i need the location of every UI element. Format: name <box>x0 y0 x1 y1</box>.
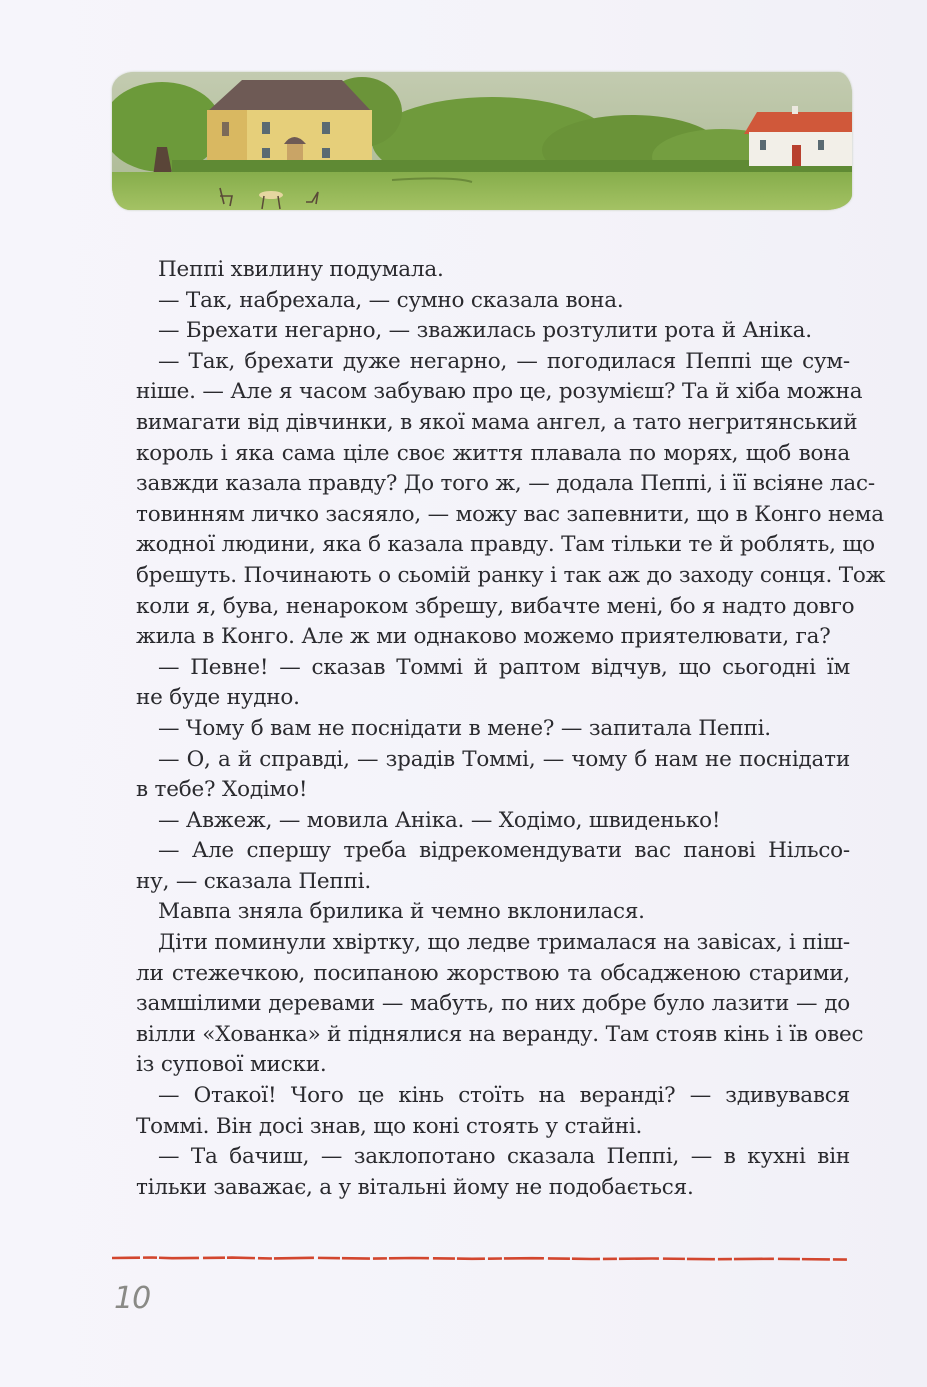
text-line: — Так, брехати дуже негарно, — погодилася Пеппі ще сум- <box>158 348 850 374</box>
text-line: — Брехати негарно, — зважилась розтулити рота й Аніка. <box>158 318 812 344</box>
text-line: завжди казала правду? До того ж, — додала Пеппі, і її всіяне лас- <box>136 471 875 497</box>
illustration-image <box>112 72 852 210</box>
text-line: Діти поминули хвіртку, що ледве трималася на завісах, і піш- <box>158 930 850 956</box>
text-line: жодної людини, яка б казала правду. Там тільки те й роблять, що <box>136 532 875 558</box>
text-line: — Чому б вам не поснідати в мене? — запитала Пеппі. <box>158 715 771 741</box>
text-line: Пеппі хвилину подумала. <box>158 257 444 282</box>
text-line: Томмі. Він досі знав, що коні стоять у стайні. <box>136 1113 643 1139</box>
text-line: коли я, бува, ненароком збрешу, вибачте мені, бо я надто довго <box>136 593 855 619</box>
text-line: король і яка сама ціле своє життя плавала по морях, щоб вона <box>136 440 850 466</box>
text-line: Мавпа зняла брилика й чемно вклонилася. <box>158 899 645 925</box>
text-line: — Певне! — сказав Томмі й раптом відчув, що сьогодні їм <box>158 654 850 680</box>
text-line: ли стежечкою, посипаною жорствою та обсадженою старими, <box>136 960 850 986</box>
text-line: — Отакої! Чого це кінь стоїть на веранді? — здивувався <box>158 1083 850 1109</box>
text-line: вілли «Хованка» й піднялися на веранду. Там стояв кінь і їв овес <box>136 1021 864 1047</box>
body-text <box>136 255 886 1203</box>
text-line: в тебе? Ходімо! <box>136 777 308 803</box>
text-line: тільки заважає, а у вітальні йому не подобається. <box>136 1174 694 1200</box>
text-line: ну, — сказала Пеппі. <box>136 868 371 894</box>
text-line: — Авжеж, — мовила Аніка. — Ходімо, швиденько! <box>158 807 721 833</box>
text-line: товинням личко засяяло, — можу вас запевнити, що в Конго нема <box>136 501 884 527</box>
text-line: брешуть. Починають о сьомій ранку і так аж до заходу сонця. Тож <box>136 562 886 588</box>
text-line: — Та бачиш, — заклопотано сказала Пеппі, — в кухні він <box>158 1144 850 1170</box>
text-line: не буде нудно. <box>136 685 300 711</box>
text-line: жила в Конго. Але ж ми однаково можемо приятелювати, га? <box>136 624 831 650</box>
page-number: 10 <box>114 1281 151 1316</box>
landscape-illustration <box>112 72 852 210</box>
text-line: — Так, набрехала, — сумно сказала вона. <box>158 287 624 313</box>
decorative-rule <box>112 1254 847 1262</box>
text-line: — Але спершу треба відрекомендувати вас панові Нільсо- <box>158 838 850 864</box>
text-line: із супової миски. <box>136 1052 327 1078</box>
text-line: ніше. — Але я часом забуваю про це, розумієш? Та й хіба можна <box>136 379 863 405</box>
text-line: замшілими деревами — мабуть, по них добре було лазити — до <box>136 991 850 1017</box>
text-line: — О, а й справді, — зрадів Томмі, — чому б нам не поснідати <box>158 746 850 772</box>
text-line: вимагати від дівчинки, в якої мама ангел, а тато негритянський <box>136 409 858 435</box>
